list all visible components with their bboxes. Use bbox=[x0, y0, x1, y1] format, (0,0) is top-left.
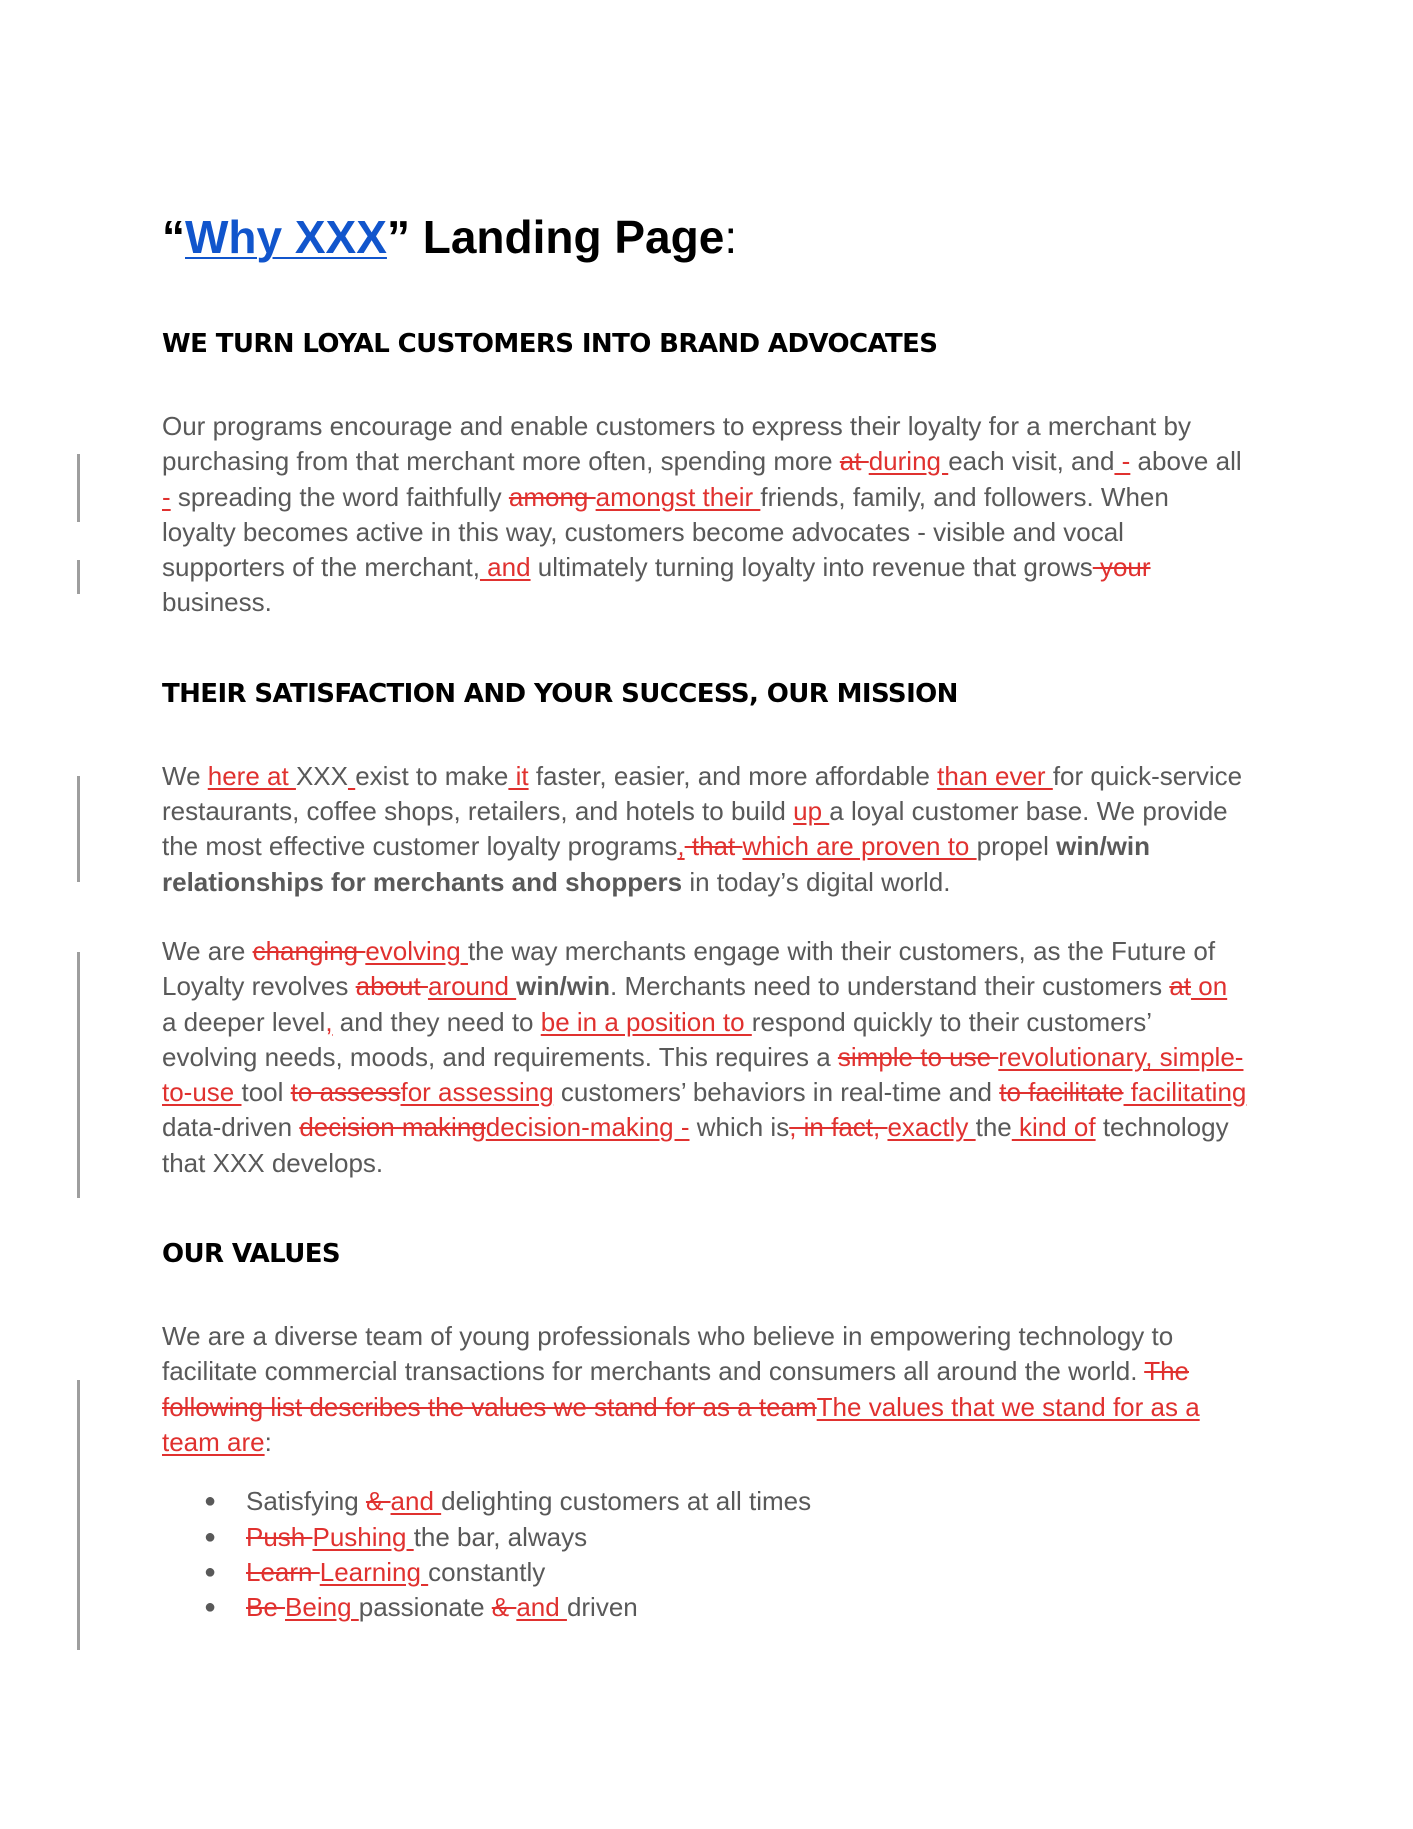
section-heading-values: OUR VALUES bbox=[162, 1239, 341, 1270]
bullet-icon: ● bbox=[204, 1525, 217, 1548]
inserted-text: and bbox=[516, 1592, 567, 1623]
inserted-text: - bbox=[1114, 446, 1131, 477]
deleted-text: Be bbox=[246, 1592, 286, 1623]
text-run: Our programs encourage and enable customers to express their loyalty for a merchant by purchasing from that merchant more often, spending more bbox=[162, 411, 1191, 477]
text-run: the way merchants engage with their customers, as the Future of Loyalty revolves bbox=[162, 935, 1216, 1002]
text-run: We are a diverse team of young professionals who believe in empowering technology to facilitate commercial transactions for merchants and consumers all around the world. bbox=[162, 1321, 1174, 1387]
values-list bbox=[162, 1484, 1247, 1625]
deleted-text: & bbox=[491, 1592, 517, 1623]
list-item bbox=[162, 1520, 1247, 1555]
text-run: passionate bbox=[358, 1592, 492, 1623]
text-run: We bbox=[162, 760, 208, 791]
inserted-text: Learning bbox=[319, 1556, 429, 1587]
text-run: the bbox=[975, 1112, 1012, 1143]
deleted-text: to assess bbox=[290, 1077, 401, 1108]
section-heading-advocates: WE TURN LOYAL CUSTOMERS INTO BRAND ADVOCATES bbox=[162, 329, 938, 359]
text-run: ultimately turning loyalty into revenue that grows bbox=[530, 552, 1093, 583]
deleted-text: your bbox=[1092, 552, 1151, 583]
inserted-text: kind of bbox=[1011, 1112, 1096, 1143]
text-run: : bbox=[264, 1426, 272, 1457]
deleted-text: Push bbox=[246, 1521, 313, 1552]
text-run: Satisfying bbox=[246, 1486, 366, 1517]
why-xxx-link[interactable]: Why XXX bbox=[185, 211, 387, 263]
deleted-text: decision making bbox=[299, 1112, 486, 1143]
bullet-icon: ● bbox=[204, 1560, 217, 1583]
deleted-text: to facilitate bbox=[999, 1077, 1124, 1108]
mission-paragraph-1 bbox=[162, 759, 1247, 900]
list-item bbox=[162, 1590, 1247, 1625]
inserted-text: Pushing bbox=[312, 1521, 414, 1552]
text-run: business. bbox=[162, 587, 272, 618]
inserted-text: Being bbox=[285, 1592, 359, 1623]
inserted-text: for assessing bbox=[400, 1077, 554, 1108]
bold-text: win/win bbox=[516, 971, 611, 1002]
text-run: which is bbox=[689, 1112, 790, 1143]
text-run: XXX bbox=[295, 760, 348, 791]
change-bar bbox=[77, 776, 80, 882]
text-run: above all bbox=[1130, 446, 1242, 477]
deleted-text: simple to use bbox=[837, 1041, 999, 1072]
text-run: faster, easier, and more affordable bbox=[528, 760, 938, 791]
list-item bbox=[162, 1484, 1247, 1519]
inserted-text: evolving bbox=[365, 935, 468, 966]
deleted-text: changing bbox=[252, 935, 366, 966]
inserted-text: here at bbox=[207, 760, 296, 791]
section-heading-mission: THEIR SATISFACTION AND YOUR SUCCESS, OUR MISSION bbox=[162, 678, 958, 709]
list-item bbox=[162, 1555, 1247, 1590]
text-run: tool bbox=[241, 1077, 291, 1108]
text-run: customers’ behaviors in real-time and bbox=[553, 1077, 1000, 1108]
inserted-text: exactly bbox=[887, 1112, 976, 1143]
advocates-paragraph bbox=[162, 409, 1247, 621]
text-run: a loyal customer base. We provide the most effective customer loyalty programs bbox=[162, 796, 1228, 862]
inserted-text: be in a position to bbox=[540, 1006, 752, 1037]
inserted-text: it bbox=[508, 760, 529, 791]
inserted-text: and bbox=[390, 1486, 442, 1517]
deleted-text: that bbox=[684, 831, 743, 862]
deleted-text: at bbox=[1169, 971, 1192, 1002]
title-open-quote: “ bbox=[162, 211, 185, 263]
inserted-text: on bbox=[1191, 971, 1228, 1002]
inserted-text: amongst their bbox=[595, 481, 761, 512]
inserted-text: during bbox=[868, 446, 949, 477]
inserted-text: - bbox=[162, 481, 171, 512]
change-bar bbox=[77, 1380, 80, 1650]
deleted-text: The following list describes the values we stand for as a team bbox=[162, 1356, 1189, 1422]
inserted-text: decision-making - bbox=[485, 1112, 690, 1143]
text-run: We are bbox=[162, 935, 253, 966]
inserted-text: , bbox=[677, 831, 685, 862]
text-run: technology that XXX develops. bbox=[162, 1112, 1229, 1178]
text-run: and they need to bbox=[332, 1006, 541, 1037]
bold-text: win/win relationships for merchants and shoppers bbox=[162, 831, 1150, 897]
bullet-icon: ● bbox=[204, 1596, 217, 1619]
inserted-text: and bbox=[479, 552, 531, 583]
text-run: constantly bbox=[428, 1556, 546, 1587]
text-run: driven bbox=[566, 1592, 638, 1623]
bullet-icon: ● bbox=[204, 1490, 217, 1513]
deleted-text: about bbox=[355, 971, 428, 1002]
inserted-text: facilitating bbox=[1123, 1077, 1247, 1108]
text-run: each visit, and bbox=[948, 446, 1115, 477]
text-run: . Merchants need to understand their customers bbox=[610, 971, 1170, 1002]
text-run: the bar, always bbox=[413, 1521, 588, 1552]
text-run: for quick-service restaurants, coffee shops, retailers, and hotels to build bbox=[162, 760, 1243, 827]
change-bar bbox=[77, 952, 80, 1198]
deleted-text: , in fact, bbox=[789, 1112, 888, 1143]
text-run: data-driven bbox=[162, 1112, 300, 1143]
mission-paragraph-2 bbox=[162, 934, 1247, 1181]
text-run: in today’s digital world. bbox=[682, 866, 951, 897]
page-title bbox=[162, 205, 1247, 269]
text-run: a deeper level bbox=[162, 1006, 326, 1037]
text-run: spreading the word faithfully bbox=[170, 481, 509, 512]
inserted-text: The values that we stand for as a team are bbox=[162, 1391, 1200, 1457]
inserted-text: , bbox=[325, 1006, 333, 1037]
text-run: respond quickly to their customers’ evolving needs, moods, and requirements. This requires a bbox=[162, 1006, 1152, 1072]
inserted-text: than ever bbox=[937, 760, 1053, 791]
document-content bbox=[162, 205, 1247, 1625]
deleted-text: among bbox=[508, 481, 596, 512]
deleted-text: Learn bbox=[246, 1556, 320, 1587]
inserted-text: up bbox=[793, 796, 830, 827]
title-text: ” Landing Page bbox=[386, 211, 725, 263]
inserted-text: around bbox=[427, 971, 517, 1002]
title-colon: : bbox=[724, 211, 738, 263]
change-bar bbox=[77, 454, 80, 522]
inserted-text: revolutionary, simple-to-use bbox=[162, 1041, 1244, 1108]
text-run: delighting customers at all times bbox=[441, 1486, 812, 1517]
text-run: exist to make bbox=[355, 760, 509, 791]
text-run: propel bbox=[976, 831, 1057, 862]
change-bar bbox=[77, 560, 80, 594]
values-paragraph bbox=[162, 1319, 1247, 1460]
inserted-text: which are proven to bbox=[742, 831, 977, 862]
text-run: friends, family, and followers. When loyalty becomes active in this way, customers become advocates - visible and vocal supporters of the merchant, bbox=[162, 481, 1169, 583]
deleted-text: & bbox=[365, 1486, 391, 1517]
deleted-text: at bbox=[839, 446, 869, 477]
